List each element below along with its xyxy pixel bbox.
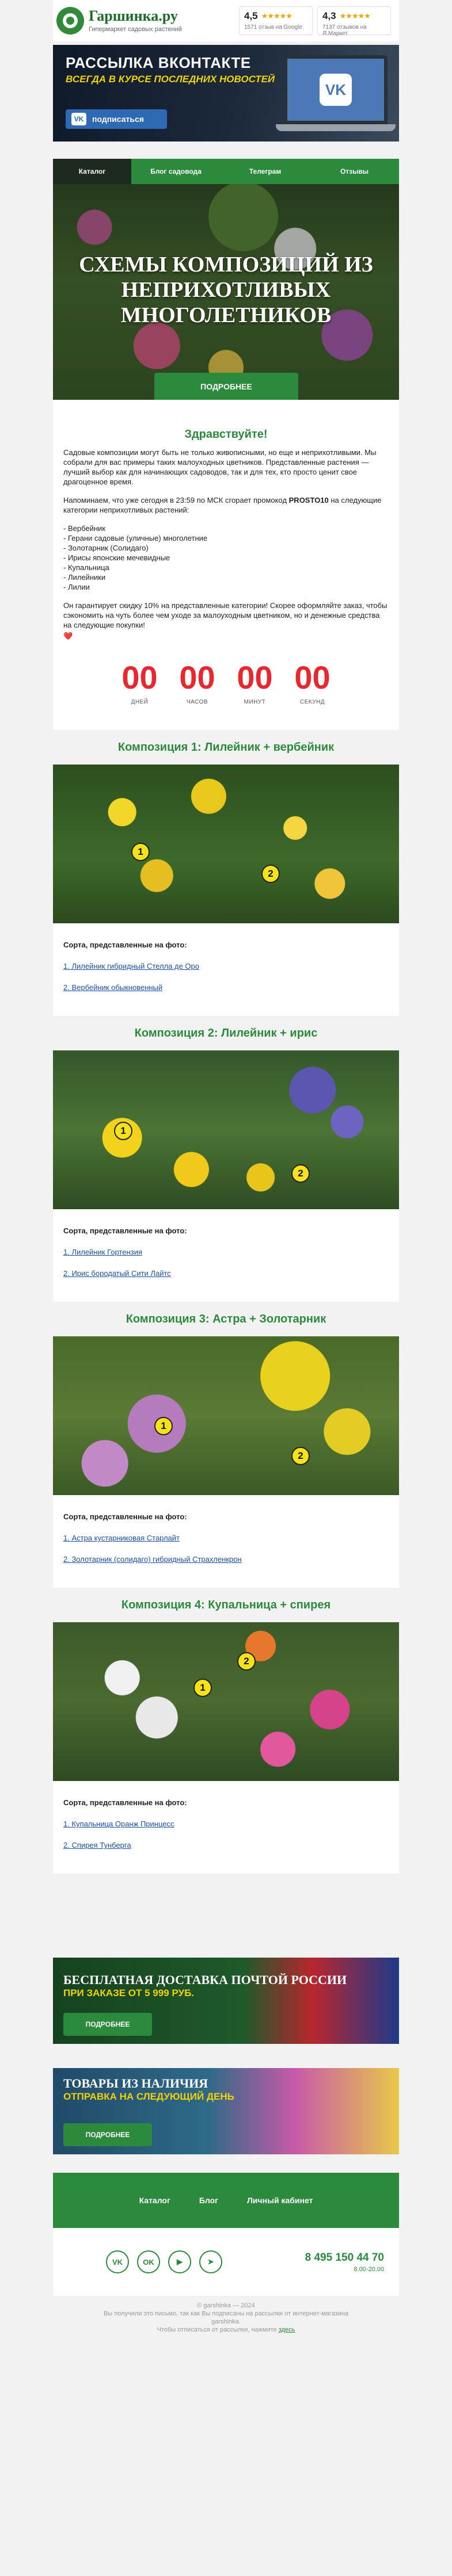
- subscription-note: Вы получили это письмо, так как Вы подписаны на рассылки от интернет-магазина: [104, 2310, 348, 2317]
- timer-value: 00: [179, 659, 215, 695]
- email-container: [53, 0, 399, 2334]
- work-hours: 8.00-20.00: [354, 2265, 384, 2273]
- composition-photo[interactable]: [53, 1050, 399, 1209]
- promo-more-button[interactable]: ПОДРОБНЕЕ: [63, 2123, 152, 2146]
- composition-photo[interactable]: [53, 1336, 399, 1495]
- timer-value: 00: [237, 659, 273, 695]
- marker-2: 2: [261, 865, 280, 883]
- list-item: - Купальница: [63, 563, 389, 572]
- footer-link-blog[interactable]: Блог: [199, 2196, 218, 2205]
- footer-fineprint: [53, 2296, 399, 2334]
- timer-label: МИНУТ: [244, 699, 266, 705]
- unsubscribe-text: Чтобы отписаться от рассылки, нажмите: [157, 2326, 279, 2333]
- top-nav: [53, 159, 399, 184]
- timer-label: ЧАСОВ: [186, 699, 208, 705]
- composition-body: [53, 923, 399, 1016]
- timer-days: [118, 659, 162, 707]
- brand-name: Гаршинка.ру: [89, 7, 178, 24]
- composition-title: Композиция 4: Купальница + спирея: [121, 1598, 331, 1611]
- composition-4: [53, 1588, 399, 1874]
- phone-block: [305, 2252, 384, 2273]
- vk-icon[interactable]: VK: [106, 2250, 129, 2273]
- timer-minutes: [233, 659, 277, 707]
- hero-title: СХЕМЫ КОМПОЗИЦИЙ ИЗ НЕПРИХОТЛИВЫХ МНОГОЛЕТНИКОВ: [79, 253, 373, 327]
- rating-score: 4,3: [322, 10, 336, 21]
- list-item: - Вербейник: [63, 523, 389, 533]
- hero-more-button[interactable]: ПОДРОБНЕЕ: [154, 373, 298, 400]
- variety-link[interactable]: 2. Золотарник (солидаго) гибридный Страхленкрон: [63, 1555, 242, 1564]
- nav-item-telegram[interactable]: Телеграм: [249, 167, 282, 175]
- laptop-image: [284, 55, 388, 124]
- marker-1: 1: [193, 1679, 212, 1697]
- countdown-timer: [63, 659, 389, 707]
- promo-subtitle: ОТПРАВКА НА СЛЕДУЮЩИЙ ДЕНЬ: [63, 2091, 234, 2102]
- closing-paragraph: Он гарантирует скидку 10% на представленные категории! Скорее оформляйте заказ, чтобы сэкономить на чуть более чем уходе за малоуходным цветником, но и денежные средства на следующие покупки!: [63, 601, 388, 629]
- varieties-heading: Сорта, представленные на фото:: [63, 1226, 187, 1235]
- composition-title: Композиция 1: Лилейник + вербейник: [117, 740, 335, 754]
- composition-body: [53, 1781, 399, 1874]
- footer-link-catalog[interactable]: Каталог: [139, 2196, 170, 2205]
- timer-label: ДНЕЙ: [131, 699, 149, 705]
- list-item: - Золотарник (Солидаго): [63, 543, 389, 553]
- marker-2: 2: [291, 1164, 310, 1183]
- vk-banner-subtitle: ВСЕГДА В КУРСЕ ПОСЛЕДНИХ НОВОСТЕЙ: [66, 74, 275, 85]
- logo[interactable]: [56, 7, 182, 35]
- vk-subscribe-button[interactable]: [66, 109, 167, 129]
- variety-link[interactable]: 2. Вербейник обыкновенный: [63, 983, 163, 992]
- list-item: - Ирисы японские мечевидные: [63, 553, 389, 563]
- promo-text-end: на следующие категории неприхотливых растений:: [63, 496, 382, 514]
- composition-1: [53, 730, 399, 1016]
- brand-tagline: Гипермаркет садовых растений: [89, 26, 182, 33]
- phone-number[interactable]: 8 495 150 44 70: [305, 2251, 384, 2264]
- list-item: - Герани садовые (уличные) многолетние: [63, 533, 389, 543]
- variety-link[interactable]: 1. Купальница Оранж Принцесс: [63, 1820, 174, 1828]
- marker-1: 1: [114, 1122, 132, 1140]
- heart-icon: ❤️: [63, 632, 73, 640]
- nav-item-reviews[interactable]: Отзывы: [340, 167, 369, 175]
- composition-photo[interactable]: [53, 1622, 399, 1781]
- timer-seconds: [291, 659, 335, 707]
- subscription-note-brand: garshinka.: [211, 2318, 241, 2325]
- marker-1: 1: [131, 843, 150, 861]
- promo-paragraph: [63, 495, 389, 515]
- header: [53, 0, 399, 41]
- varieties-heading: Сорта, представленные на фото:: [63, 1512, 187, 1521]
- composition-body: [53, 1495, 399, 1588]
- variety-link[interactable]: 1. Лилейник Гортензия: [63, 1248, 142, 1256]
- rating-count: 7137 отзывов на Я.Маркет: [322, 24, 367, 37]
- telegram-icon[interactable]: ➤: [199, 2250, 222, 2273]
- footer-nav: [53, 2173, 399, 2228]
- youtube-icon[interactable]: ▶: [168, 2250, 191, 2273]
- vk-icon: VK: [71, 113, 86, 125]
- variety-link[interactable]: 2. Ирис бородатый Сити Лайтс: [63, 1269, 171, 1278]
- promo-title: ТОВАРЫ ИЗ НАЛИЧИЯ: [63, 2076, 208, 2090]
- vk-banner-title: РАССЫЛКА ВКОНТАКТЕ: [66, 54, 251, 71]
- intro-section: [53, 400, 399, 730]
- vk-banner[interactable]: [53, 45, 399, 142]
- copyright: © garshinka — 2024: [197, 2302, 255, 2309]
- vk-subscribe-label: подписаться: [92, 114, 144, 124]
- list-item: - Лилии: [63, 582, 389, 592]
- rating-score: 4,5: [244, 10, 258, 21]
- composition-title: Композиция 3: Астра + Золотарник: [126, 1312, 326, 1325]
- variety-link[interactable]: 1. Астра кустарниковая Старлайт: [63, 1534, 180, 1542]
- timer-value: 00: [294, 659, 331, 695]
- greeting: Здравствуйте!: [184, 428, 268, 441]
- timer-label: СЕКУНД: [299, 699, 325, 705]
- promo-more-button[interactable]: ПОДРОБНЕЕ: [63, 2013, 152, 2036]
- nav-item-blog[interactable]: Блог садовода: [150, 167, 202, 175]
- google-rating[interactable]: [239, 6, 313, 35]
- unsubscribe-link[interactable]: здесь: [278, 2326, 295, 2333]
- timer-value: 00: [121, 659, 158, 695]
- marker-2: 2: [237, 1652, 256, 1671]
- footer-link-account[interactable]: Личный кабинет: [246, 2196, 313, 2205]
- composition-2: [53, 1016, 399, 1302]
- composition-title: Композиция 2: Лилейник + ирис: [134, 1026, 318, 1039]
- composition-3: [53, 1302, 399, 1588]
- varieties-heading: Сорта, представленные на фото:: [63, 1798, 187, 1807]
- in-stock-banner[interactable]: [53, 2068, 399, 2154]
- list-item: - Лилейники: [63, 572, 389, 582]
- star-icons: ★★★★★: [261, 12, 292, 20]
- promo-code: PROSTO10: [288, 496, 329, 505]
- hero-banner[interactable]: [53, 184, 399, 400]
- unsubscribe-note: [53, 2326, 399, 2334]
- free-delivery-banner[interactable]: [53, 1958, 399, 2044]
- timer-hours: [176, 659, 219, 707]
- vk-logo-icon: VK: [320, 74, 352, 106]
- variety-link[interactable]: 2. Спирея Тунберга: [63, 1841, 131, 1849]
- logo-icon: [56, 7, 84, 35]
- variety-link[interactable]: 1. Лилейник гибридный Стелла де Оро: [63, 962, 199, 970]
- laptop-base: [276, 124, 396, 131]
- promo-title: БЕСПЛАТНАЯ ДОСТАВКА ПОЧТОЙ РОССИИ: [63, 1973, 347, 1987]
- promo-subtitle: ПРИ ЗАКАЗЕ ОТ 5 999 РУБ.: [63, 1988, 195, 1998]
- star-icons: ★★★★★: [339, 12, 370, 20]
- composition-photo[interactable]: [53, 765, 399, 923]
- promo-text: Напоминаем, что уже сегодня в 23:59 по МСК сгорает промокод: [63, 496, 289, 505]
- marker-2: 2: [291, 1447, 310, 1465]
- social-icons: [106, 2250, 222, 2273]
- composition-body: [53, 1209, 399, 1302]
- intro-paragraph: Садовые композиции могут быть не только живописными, но еще и неприхотливыми. Мы собрали для вас примеры таких малоуходных цветников. Представленные растения — лучший выбор как для начинающих садоводов, так и для тех, кто просто ценит свое драгоценное время.: [63, 448, 377, 486]
- yandex-rating[interactable]: [317, 6, 391, 35]
- ok-icon[interactable]: OK: [137, 2250, 160, 2273]
- nav-item-catalog[interactable]: Каталог: [53, 159, 131, 184]
- varieties-heading: Сорта, представленные на фото:: [63, 941, 187, 949]
- marker-1: 1: [154, 1417, 173, 1435]
- rating-count: 1571 отзыв на Google: [244, 24, 302, 30]
- footer-contacts: [53, 2228, 399, 2296]
- category-list: [63, 523, 389, 592]
